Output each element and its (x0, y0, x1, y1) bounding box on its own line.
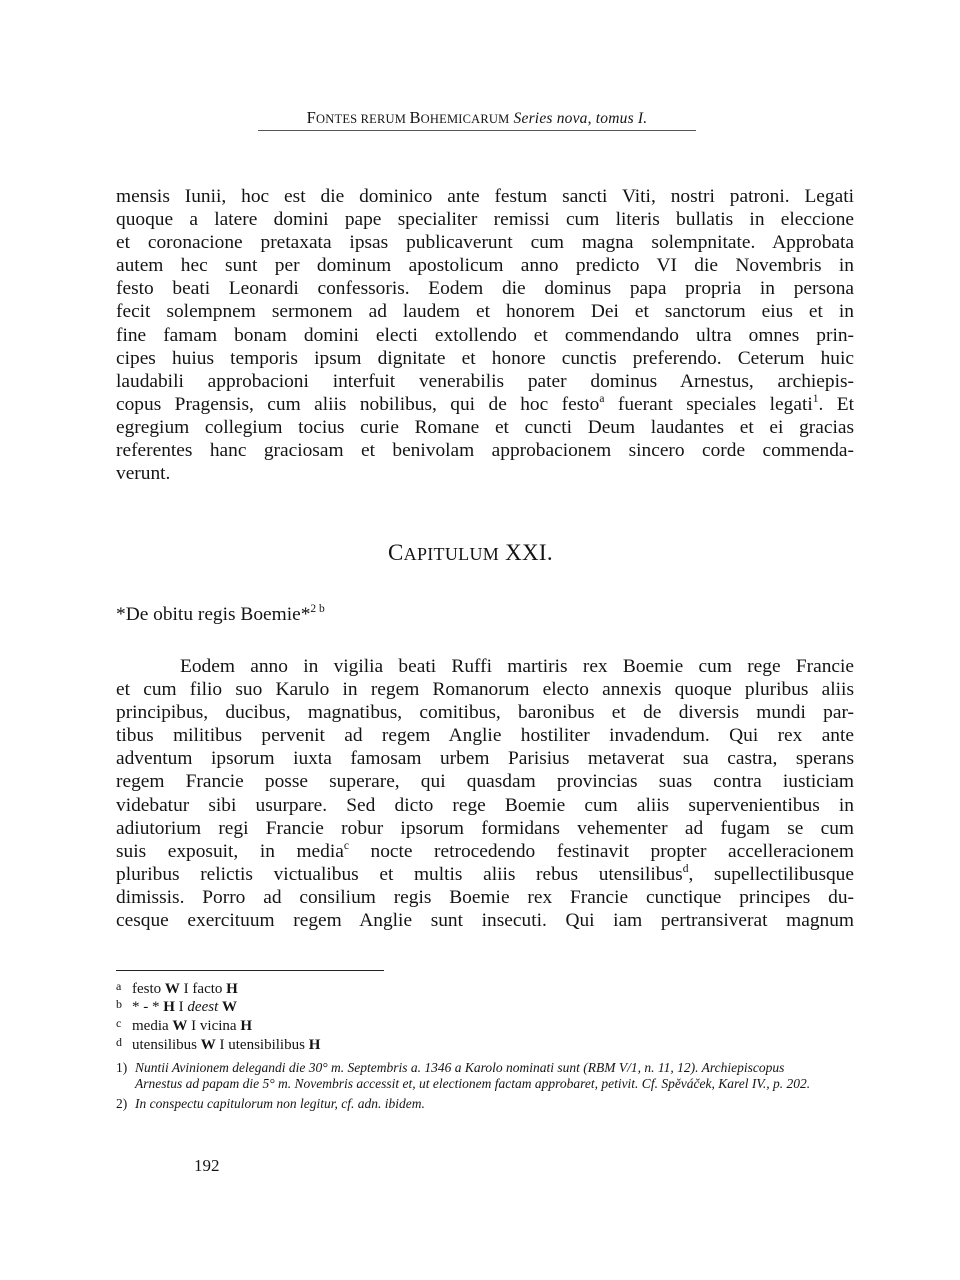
note-row (116, 1060, 854, 1076)
text-line: fecit solempnem sermonem ad laudem et honorem Dei et sanctorum eius et in (116, 301, 854, 323)
siglum: W (222, 999, 237, 1015)
text-line: dimissis. Porro ad consilium regis Boemie rex Francie cunctique principes du- (116, 886, 854, 908)
text-line: et cum filio suo Karulo in regem Romanorum electo annexis quoque pluribus aliis (116, 679, 854, 701)
text-segment: nocte retrocedendo festinavit propter accelleracionem (348, 840, 854, 862)
text-line: adiutorium regi Francie robur ipsorum formidans vehementer ad fugam se cum (116, 817, 854, 839)
reading-w: * - * (132, 999, 160, 1015)
text-line: videbatur sibi usurpare. Sed dicto rege Boemie cum aliis supervenientibus in (116, 794, 854, 816)
text-line: quoque a latere domini pape specialiter remissi cum literis bullatis in eleccione (116, 209, 854, 231)
reading-h: facto (192, 981, 223, 997)
text-line: cipes huius temporis ipsum dignitate et honore cunctis preferendo. Ceterum huic (116, 347, 854, 369)
siglum: W (172, 1018, 188, 1034)
separator: I (174, 999, 188, 1015)
siglum: H (226, 981, 238, 997)
separator: I (215, 1037, 229, 1053)
text-line: cesque exercituum regem Anglie sunt insecuti. Qui iam pertransiverat magnum (116, 910, 854, 932)
text-line: adventum ipsorum iuxta famosam urbem Parisius metaverat sua castra, sperans (116, 748, 854, 770)
page-number: 192 (194, 1156, 220, 1175)
text-line-with-notes (116, 840, 854, 863)
reading-w: media (132, 1018, 169, 1034)
text-line: autem hec sunt per dominum apostolicum anno predicto VI die Novembris in (116, 255, 854, 277)
footnote-mark-a: a (599, 392, 605, 405)
siglum: H (163, 999, 175, 1015)
footnote-rule (116, 970, 384, 971)
separator: I (187, 1018, 200, 1034)
text-segment: fuerant speciales legati (604, 393, 813, 415)
reading-h: deest (187, 999, 219, 1015)
header-series: Series nova, tomus I. (513, 110, 648, 127)
header-fontes-rerum: ONTES RERUM (316, 112, 410, 126)
reading-h: utensibilibus (228, 1037, 305, 1053)
reading-h: vicina (199, 1018, 237, 1034)
text-segment: . Et (818, 393, 854, 415)
note-row: Arnestus ad papam die 5° m. Novembris accessit et, ut electionem factam approbaret, petivit. Cf. Spěváček, Karel IV., p. 202. (135, 1076, 811, 1092)
footnote-marker: a (116, 979, 122, 993)
text-line: verunt. (116, 463, 171, 485)
chapter-rubric (116, 604, 325, 626)
reading-w: festo (132, 981, 162, 997)
paragraph-1 (116, 185, 854, 485)
historical-note-2 (116, 1096, 854, 1112)
note-mark-1: 1 (812, 392, 819, 405)
text-segment: suis exposuit, in media (116, 840, 344, 862)
siglum: H (240, 1018, 252, 1034)
reading-w: utensilibus (132, 1037, 198, 1053)
text-segment: pluribus relictis victualibus et multis aliis rebus utensilibus (116, 863, 683, 885)
text-line: egregium collegium tocius curie Romane et cuncti Deum laudantes et ei gracias (116, 416, 854, 438)
rubric-text: *De obitu regis Boemie* (116, 604, 311, 625)
header-rule (258, 130, 696, 131)
text-line: laudabili approbacioni interfuit venerabilis pater dominus Arnestus, archiepis- (116, 370, 854, 392)
header-letter-f: F (306, 108, 317, 127)
rubric-note-marks: 2 b (310, 603, 325, 615)
footnote-b (116, 999, 237, 1016)
historical-note-1 (116, 1060, 854, 1093)
text-line: Eodem anno in vigilia beati Ruffi martiris rex Boemie cum rege Francie (180, 656, 854, 677)
footnote-mark-d: d (682, 862, 689, 875)
note-text: In conspectu capitulorum non legitur, cf. adn. ibidem. (135, 1096, 425, 1111)
text-line: referentes hanc graciosam et benivolam approbacionem sincero corde commenda- (116, 440, 854, 462)
note-text: Nuntii Avinionem delegandi die 30° m. Septembris a. 1346 a Karolo nominati sunt (RBM V/1, n. 11, 12). Archiepiscopus (135, 1060, 785, 1075)
paragraph-2 (116, 655, 854, 932)
note-row (116, 1096, 854, 1112)
siglum: W (200, 1037, 216, 1053)
text-line: tibus militibus pervenit ad regem Anglie hostiliter invadendum. Qui rex ante (116, 725, 854, 747)
siglum: W (164, 981, 180, 997)
chapter-letter-c: C (388, 540, 404, 565)
text-line: et coronacione pretaxata ipsas publicaverunt cum magna solempnitate. Approbata (116, 232, 854, 254)
chapter-numeral: XXI. (499, 540, 553, 565)
text-line: principibus, ducibus, magnatibus, comitibus, baronibus et de diversis mundi par- (116, 702, 854, 724)
text-line-with-notes (116, 393, 854, 416)
footnote-a (116, 981, 238, 998)
chapter-heading (388, 540, 553, 566)
header-bohemicarum: OHEMICARUM (420, 112, 510, 126)
footnote-marker: b (116, 997, 122, 1011)
separator: I (179, 981, 193, 997)
chapter-word: APITULUM (403, 544, 500, 564)
note-number: 2) (116, 1096, 128, 1111)
note-number: 1) (116, 1060, 128, 1075)
header-letter-b: B (409, 108, 421, 127)
text-line: fine famam bonam domini electi extollendo et commendando ultra omnes prin- (116, 324, 854, 346)
footnote-c (116, 1018, 252, 1035)
text-line: mensis Iunii, hoc est die dominico ante festum sancti Viti, nostri patroni. Legati (116, 186, 854, 207)
running-header (258, 108, 696, 128)
text-line: regem Francie posse superare, qui quasdam provincias suas contra iusticiam (116, 771, 854, 793)
text-line: festo beati Leonardi confessoris. Eodem die dominus papa propria in persona (116, 278, 854, 300)
footnote-d (116, 1037, 320, 1054)
siglum: H (308, 1037, 321, 1053)
footnote-marker: c (116, 1016, 122, 1030)
text-segment: copus Pragensis, cum aliis nobilibus, qui de hoc festo (116, 393, 600, 415)
footnote-mark-c: c (343, 839, 349, 852)
text-segment: , supellectilibusque (688, 863, 854, 885)
text-line-with-notes (116, 863, 854, 886)
footnote-marker: d (116, 1035, 122, 1049)
